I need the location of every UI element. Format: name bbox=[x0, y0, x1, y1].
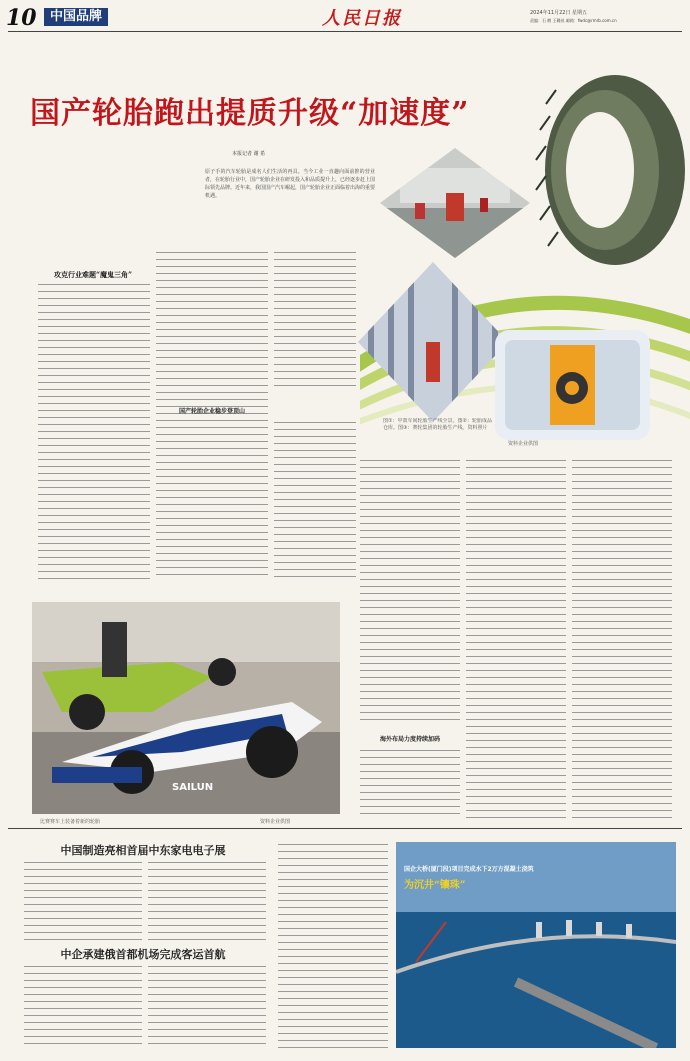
subhead-1: 攻克行业难题“魔鬼三角” bbox=[53, 270, 133, 279]
date-line: 2024年11月22日 星期五 bbox=[530, 10, 588, 16]
warehouse-photo bbox=[358, 262, 508, 422]
top-photo-caption: 图①：中策车间轮胎生产线全景。图②：轮胎成品仓库。图③：赛轮集团的轮胎生产线。资料照片 bbox=[383, 418, 492, 431]
story2-title: 中企承建俄首都机场完成客运首航 bbox=[60, 948, 226, 961]
race-car-caption: 比赛赛车上装备着新的轮胎 bbox=[40, 819, 101, 825]
subhead-2: 国产轮胎企业稳步登顶山 bbox=[178, 408, 245, 415]
story3-body bbox=[278, 842, 388, 1048]
story2-body-b bbox=[148, 964, 266, 1048]
section-divider bbox=[8, 828, 682, 829]
body-column-5 bbox=[466, 458, 566, 818]
body-column-4b bbox=[360, 748, 460, 818]
race-car-photo bbox=[32, 602, 340, 814]
car-brand-text: SAILUN bbox=[172, 782, 214, 793]
byline: 本报记者 谢 希 bbox=[232, 151, 266, 157]
top-photo-credit: 资料企业供图 bbox=[508, 441, 539, 447]
body-column-6 bbox=[572, 458, 672, 818]
bridge-photo-headline: 国企大桥(厦门段)项目完成水下2万方混凝土浇筑 bbox=[404, 866, 534, 873]
story1-body-a bbox=[24, 860, 142, 940]
editors-line: 责编：石 鹤 王璐丝 邮箱：fwdc@rmrb.com.cn bbox=[530, 18, 617, 23]
story1-title: 中国制造亮相首届中东家电电子展 bbox=[60, 844, 226, 857]
body-column-4 bbox=[360, 458, 460, 720]
masthead bbox=[0, 0, 690, 44]
factory-photo bbox=[380, 148, 530, 258]
race-car-credit: 资料企业供图 bbox=[260, 819, 291, 825]
story1-body-b bbox=[148, 860, 266, 940]
machine-photo bbox=[495, 330, 650, 440]
bridge-photo-subheadline: 为沉井“镶珠” bbox=[404, 880, 466, 891]
page-number: 10 bbox=[6, 5, 37, 31]
subhead-3: 海外布局力度持续加码 bbox=[379, 736, 440, 743]
lead-paragraph: 原子手的汽车轮胎是成名人们生活的再具。当今工业一直趣向面前推的营业者，在轮胎行业中，国产轮胎企业在研发投入和品质提升上，已经逐步赶上国际领先品牌。近年来，我国国产汽车崛起，国产轮胎企业正面临着出海的重要机遇。 bbox=[205, 169, 375, 199]
headline: 国产轮胎跑出提质升级“加速度” bbox=[30, 96, 470, 131]
story2-body-a bbox=[24, 964, 142, 1048]
masthead-rule bbox=[8, 31, 682, 32]
section-name: 中国品牌 bbox=[44, 8, 108, 26]
body-column-3 bbox=[274, 250, 356, 390]
paper-name: 人民日报 bbox=[322, 8, 402, 29]
body-column-1 bbox=[38, 282, 150, 580]
body-column-2 bbox=[156, 250, 268, 580]
body-column-3b bbox=[274, 420, 356, 580]
